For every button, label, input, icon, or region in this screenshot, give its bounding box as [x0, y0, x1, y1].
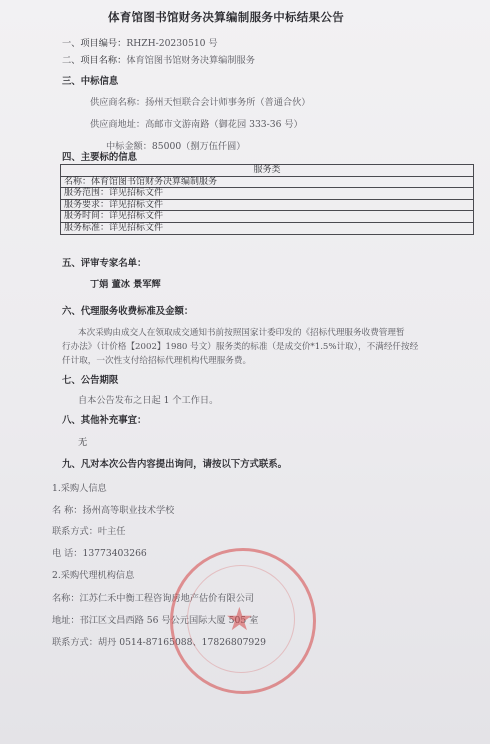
project-number-value: RHZH-20230510 号 — [126, 38, 218, 49]
agent-address: 地址：邗江区文昌西路 56 号公元国际大厦 505 室 — [52, 615, 259, 626]
section-bid-info-heading: 三、中标信息 — [62, 76, 119, 87]
section-other-heading: 八、其他补充事宜： — [62, 415, 147, 426]
table-row — [61, 222, 474, 234]
table-row — [61, 199, 474, 211]
table-row — [61, 188, 474, 200]
fee-text-line: 本次采购由成交人在领取成交通知书前按照国家计委印发的《招标代理服务收费管理暂 — [78, 328, 405, 338]
table-cell: 服务范围：详见招标文件 — [61, 188, 474, 200]
period-text: 自本公告发布之日起 1 个工作日。 — [78, 395, 219, 406]
buyer-phone: 电 话：13773403266 — [52, 548, 147, 559]
agent-name: 名称：江苏仁禾中衡工程咨询房地产估价有限公司 — [52, 593, 255, 604]
section-subject-heading: 四、主要标的信息 — [62, 152, 138, 163]
expert-names: 丁娟 董冰 景军辉 — [90, 279, 161, 290]
section-period-heading: 七、公告期限 — [62, 375, 119, 386]
table-header-cell: 服务类 — [61, 165, 474, 177]
subject-table — [60, 164, 474, 235]
project-name-value: 体育馆图书馆财务决算编制服务 — [126, 55, 255, 66]
agent-contact: 联系方式：胡丹 0514-87165088、17826807929 — [52, 637, 266, 648]
document-title: 体育馆图书馆财务决算编制服务中标结果公告 — [108, 10, 344, 24]
seal-star-icon: ★ — [225, 600, 254, 638]
buyer-heading: 1.采购人信息 — [52, 483, 107, 494]
project-name-label: 二、项目名称： — [62, 55, 127, 66]
project-name — [62, 55, 255, 67]
table-cell: 名称：体育馆图书馆财务决算编制服务 — [61, 176, 474, 188]
project-number — [62, 38, 218, 50]
official-seal-stamp — [170, 548, 316, 694]
section-contact-heading: 九、凡对本次公告内容提出询问，请按以下方式联系。 — [62, 459, 288, 470]
section-experts-heading: 五、评审专家名单： — [62, 258, 147, 269]
supplier-name: 供应商名称：扬州天恒联合会计师事务所（普通合伙） — [90, 97, 311, 108]
buyer-name: 名 称：扬州高等职业技术学校 — [52, 505, 175, 516]
agent-heading: 2.采购代理机构信息 — [52, 570, 135, 581]
fee-text-line: 行办法》（计价格【2002】1980 号文）服务类的标准（是成交价*1.5%计取），不满经仟按经 — [62, 342, 419, 352]
table-cell: 服务时间：详见招标文件 — [61, 211, 474, 223]
section-fee-heading: 六、代理服务收费标准及金额： — [62, 306, 194, 317]
table-cell: 服务要求：详见招标文件 — [61, 199, 474, 211]
project-number-label: 一、项目编号： — [62, 38, 127, 49]
bid-amount: 中标金额：85000（捌万伍仟圆） — [106, 141, 246, 152]
buyer-contact: 联系方式：叶主任 — [52, 526, 126, 537]
table-row — [61, 211, 474, 223]
table-cell: 服务标准：详见招标文件 — [61, 222, 474, 234]
table-row — [61, 176, 474, 188]
supplier-address: 供应商地址：高邮市文游南路（御花园 333-36 号） — [90, 119, 303, 130]
table-row — [61, 165, 474, 177]
other-text: 无 — [78, 437, 88, 448]
fee-text-line: 仟计取，一次性支付给招标代理机构代理服务费。 — [62, 356, 252, 366]
